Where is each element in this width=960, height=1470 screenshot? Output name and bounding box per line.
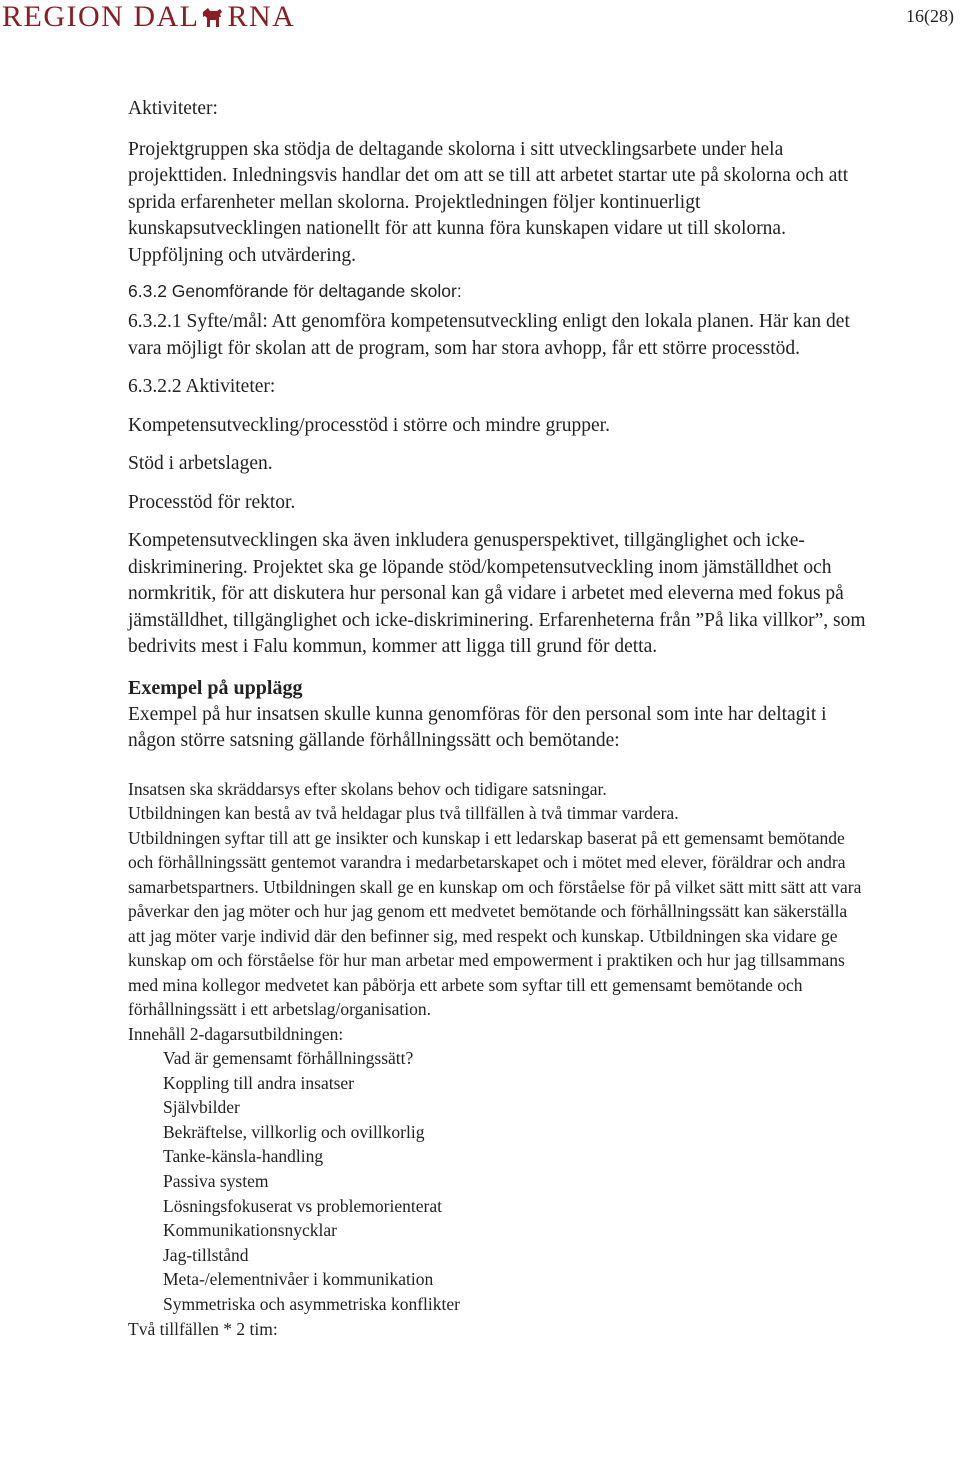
- dala-horse-icon: [200, 6, 226, 28]
- list-item: Jag-tillstånd: [163, 1244, 249, 1265]
- aktiviteter-heading: Aktiviteter:: [128, 98, 218, 119]
- paragraph-2: 6.3.2.1 Syfte/mål: Att genomföra kompetensutveckling enligt den lokala planen. Här kan det vara möjligt för skolan att de program, som har stora avhopp, får ett större processtöd.: [128, 311, 850, 359]
- list-item: Självbilder: [163, 1097, 240, 1118]
- small-line-1: Insatsen ska skräddarsys efter skolans behov och tidigare satsningar.: [128, 778, 607, 799]
- document-body: [128, 96, 868, 1341]
- sub-heading: 6.3.2.2 Aktiviteter:: [128, 376, 276, 397]
- example-heading: Exempel på upplägg: [128, 676, 303, 699]
- activity-line-2: Stöd i arbetslagen.: [128, 453, 273, 474]
- list-item: Vad är gemensamt förhållningssätt?: [163, 1048, 414, 1068]
- page-number: 16(28): [906, 6, 954, 26]
- paragraph-3: Kompetensutvecklingen ska även inkludera genusperspektivet, tillgänglighet och icke-diskriminering. Projektet ska ge löpande stöd/kompetensutveckling inom jämställdhet och normkritik, för att diskutera hur personal kan gå vidare i arbetet med eleverna med fokus på jämställdhet, tillgänglighet och icke-diskriminering. Erfarenheterna från ”På lika villkor”, som bedrivits mest i Falu kommun, kommer att ligga till grund för detta.: [128, 530, 866, 657]
- list-item: Kommunikationsnycklar: [163, 1220, 338, 1241]
- list-item: Passiva system: [163, 1170, 269, 1191]
- activity-line-3: Processtöd för rektor.: [128, 491, 296, 513]
- activity-line-1: Kompetensutveckling/processtöd i större och mindre grupper.: [128, 414, 610, 436]
- last-line: Två tillfällen * 2 tim:: [128, 1318, 278, 1339]
- logo-text-right: RNA: [227, 0, 296, 33]
- page-header: [0, 0, 960, 36]
- list-item: Symmetriska och asymmetriska konflikter: [163, 1293, 460, 1314]
- list-item: Tanke-känsla-handling: [163, 1146, 324, 1167]
- list-item: Lösningsfokuserat vs problemorienterat: [163, 1195, 442, 1216]
- content-heading: Innehåll 2-dagarsutbildningen:: [128, 1023, 344, 1044]
- list-item: Koppling till andra insatser: [163, 1072, 355, 1093]
- content-list: [128, 1046, 868, 1317]
- logo-text-left: REGION DAL: [2, 0, 200, 33]
- small-paragraph-3: Utbildningen syftar till att ge insikter och kunskap i ett ledarskap baserat på ett gemensamt bemötande och förhållningssätt gentemot varandra i medarbetarskapet och i mötet med elever, föräldrar och andra samarbetspartners. Utbildningen skall ge en kunskap om och förståelse för på vilket sätt mitt sätt att vara påverkar den jag möter och hur jag genom ett medvetet bemötande och förhållningssätt kan säkerställa att jag möter varje individ där den befinner sig, med respekt och kunskap. Utbildningen ska vidare ge kunskap om och förståelse för hur man arbetar med empowerment i praktiken och hur jag tillsammans med mina kollegor medvetet kan påbörja ett arbete som syftar till ett gemensamt bemötande och förhållningssätt i ett arbetslag/organisation.: [128, 827, 862, 1019]
- paragraph-4: Exempel på hur insatsen skulle kunna genomföras för den personal som inte har deltagit i någon större satsning gällande förhållningssätt och bemötande:: [128, 703, 827, 751]
- region-dalarna-logo: [2, 0, 295, 34]
- paragraph-1: Projektgruppen ska stödja de deltagande skolorna i sitt utvecklingsarbete under hela projekttiden. Inledningsvis handlar det om att se till att arbetet startar ute på skolorna och att sprida erfarenheter mellan skolorna. Projektledningen följer kontinuerligt kunskapsutvecklingen nationellt för att kunna föra kunskapen vidare ut till skolorna. Uppföljning och utvärdering.: [128, 138, 849, 266]
- section-heading: 6.3.2 Genomförande för deltagande skolor:: [128, 281, 462, 301]
- small-line-2: Utbildningen kan bestå av två heldagar plus två tillfällen à två timmar vardera.: [128, 803, 679, 823]
- list-item: Bekräftelse, villkorlig och ovillkorlig: [163, 1121, 425, 1142]
- list-item: Meta-/elementnivåer i kommunikation: [163, 1269, 434, 1290]
